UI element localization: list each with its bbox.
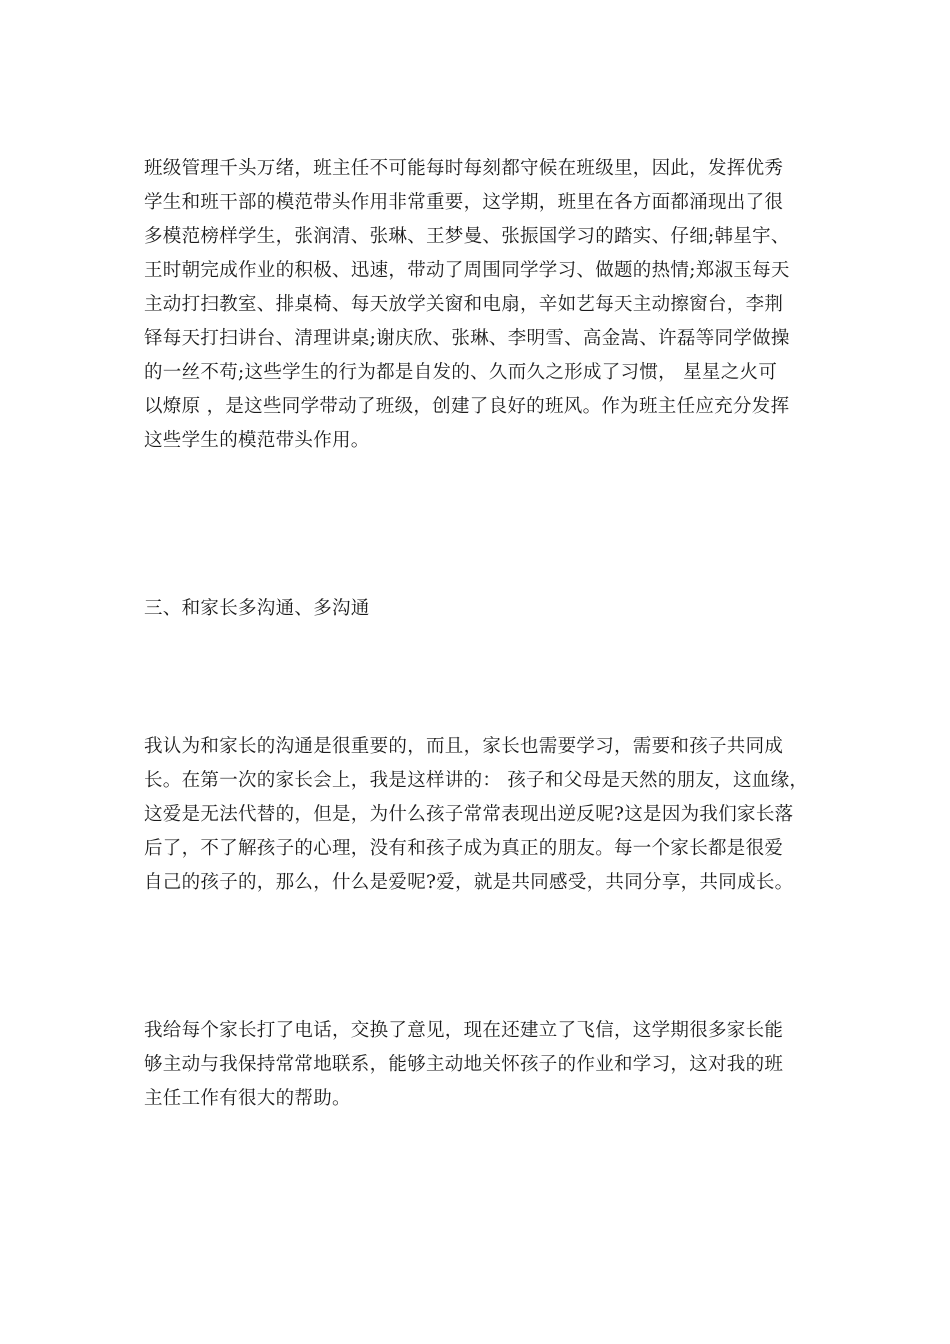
paragraph-line: 自己的孩子的，那么，什么是爱呢?爱，就是共同感受，共同分享，共同成长。: [144, 872, 794, 893]
paragraph-line: 的一丝不苟;这些学生的行为都是自发的、久而久之形成了习惯， 星星之火可: [144, 362, 778, 383]
paragraph-line: 主任工作有很大的帮助。: [144, 1088, 351, 1109]
paragraph-line: 以燎原 ，是这些同学带动了班级，创建了良好的班风。作为班主任应充分发挥: [144, 396, 790, 417]
paragraph-line: 这些学生的模范带头作用。: [144, 430, 370, 451]
paragraph-phone-contact: [144, 1014, 824, 1116]
paragraph-line: 够主动与我保持常常地联系，能够主动地关怀孩子的作业和学习，这对我的班: [144, 1054, 784, 1075]
paragraph-line: 这爱是无法代替的，但是，为什么孩子常常表现出逆反呢?这是因为我们家长落: [144, 804, 794, 825]
paragraph-class-management: [144, 152, 824, 458]
paragraph-parent-communication: [144, 730, 824, 900]
paragraph-line: 我给每个家长打了电话，交换了意见，现在还建立了飞信，这学期很多家长能: [144, 1020, 784, 1041]
section-heading: [144, 592, 824, 626]
paragraph-line: 班级管理千头万绪，班主任不可能每时每刻都守候在班级里，因此，发挥优秀: [144, 158, 784, 179]
paragraph-line: 主动打扫教室、排桌椅、每天放学关窗和电扇，辛如艺每天主动擦窗台，李荆: [144, 294, 784, 315]
paragraph-line: 铎每天打扫讲台、清理讲桌;谢庆欣、张琳、李明雪、高金嵩、许磊等同学做操: [144, 328, 790, 349]
paragraph-line: 多模范榜样学生，张润清、张琳、王梦曼、张振国学习的踏实、仔细;韩星宇、: [144, 226, 790, 247]
paragraph-line: 我认为和家长的沟通是很重要的，而且，家长也需要学习，需要和孩子共同成: [144, 736, 784, 757]
paragraph-line: 学生和班干部的模范带头作用非常重要，这学期，班里在各方面都涌现出了很: [144, 192, 784, 213]
paragraph-line: 长。在第一次的家长会上，我是这样讲的： 孩子和父母是天然的朋友，这血缘，: [144, 770, 809, 791]
paragraph-line: 后了，不了解孩子的心理，没有和孩子成为真正的朋友。每一个家长都是很爱: [144, 838, 784, 859]
paragraph-line: 王时朝完成作业的积极、迅速，带动了周围同学学习、做题的热情;郑淑玉每天: [144, 260, 790, 281]
section-heading-text: 三、和家长多沟通、多沟通: [144, 598, 370, 619]
